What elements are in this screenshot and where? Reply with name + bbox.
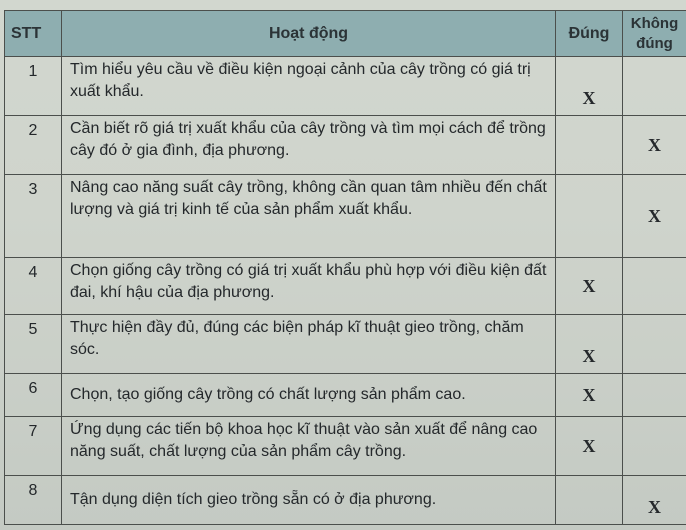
row-number: 2 [5,116,62,175]
row-activity: Chọn giống cây trồng có giá trị xuất khẩu phù hợp với điều kiện đất đai, khí hậu của địa phương. [62,258,556,315]
row-correct-mark [556,175,623,258]
table-row [5,315,686,374]
row-incorrect-mark [623,374,686,417]
header-activity: Hoạt động [62,11,556,57]
row-incorrect-mark [623,57,686,116]
row-incorrect-mark [623,258,686,315]
row-activity: Cần biết rõ giá trị xuất khẩu của cây trồng và tìm mọi cách để trồng cây đó ở gia đình, địa phương. [62,116,556,175]
row-number: 1 [5,57,62,116]
row-incorrect-mark [623,417,686,476]
row-correct-mark: X [556,374,623,417]
row-number: 7 [5,417,62,476]
row-incorrect-mark: X [623,116,686,175]
row-correct-mark: X [556,417,623,476]
activity-table [4,10,686,525]
table-header-row [5,11,686,57]
table-row [5,116,686,175]
row-number: 5 [5,315,62,374]
table-row [5,374,686,417]
header-incorrect: Không đúng [623,11,686,57]
row-correct-mark [556,116,623,175]
row-number: 4 [5,258,62,315]
row-number: 6 [5,374,62,417]
row-activity: Nâng cao năng suất cây trồng, không cần quan tâm nhiều đến chất lượng và giá trị kinh tế của sản phẩm xuất khẩu. [62,175,556,258]
row-incorrect-mark: X [623,175,686,258]
row-number: 3 [5,175,62,258]
table-row [5,476,686,525]
row-incorrect-mark [623,315,686,374]
table-row [5,417,686,476]
row-correct-mark: X [556,315,623,374]
row-activity: Chọn, tạo giống cây trồng có chất lượng sản phẩm cao. [62,374,556,417]
row-activity: Thực hiện đầy đủ, đúng các biện pháp kĩ thuật gieo trồng, chăm sóc. [62,315,556,374]
row-correct-mark: X [556,57,623,116]
header-stt: STT [5,11,62,57]
row-number: 8 [5,476,62,525]
table-row [5,175,686,258]
row-activity: Tận dụng diện tích gieo trồng sẵn có ở địa phương. [62,476,556,525]
row-activity: Ứng dụng các tiến bộ khoa học kĩ thuật vào sản xuất để nâng cao năng suất, chất lượng của sản phẩm cây trồng. [62,417,556,476]
row-correct-mark [556,476,623,525]
row-incorrect-mark: X [623,476,686,525]
row-correct-mark: X [556,258,623,315]
row-activity: Tìm hiểu yêu cầu về điều kiện ngoại cảnh của cây trồng có giá trị xuất khẩu. [62,57,556,116]
table-row [5,57,686,116]
header-correct: Đúng [556,11,623,57]
table-row [5,258,686,315]
